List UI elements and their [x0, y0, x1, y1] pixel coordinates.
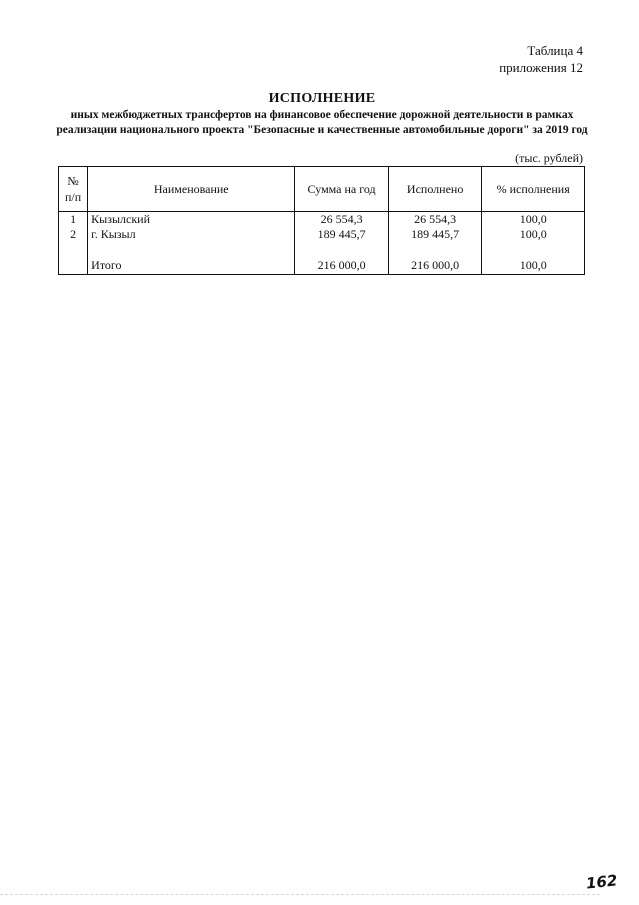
document-subtitle: иных межбюджетных трансфертов на финансовое обеспечение дорожной деятельности в рамках реализации национального проекта "Безопасные и качественные автомобильные дороги" за 2019 год	[56, 109, 588, 136]
table-spacer-row	[59, 242, 585, 256]
table-total-row	[59, 256, 585, 275]
total-done: 216 000,0	[388, 256, 482, 275]
row-number: 2	[59, 227, 88, 242]
table-header-row	[59, 167, 585, 212]
scan-artifact-line	[0, 892, 600, 895]
column-header-name: Наименование	[88, 167, 295, 212]
handwritten-page-number: 162	[584, 871, 618, 893]
row-plan: 189 445,7	[295, 227, 389, 242]
appendix-number: приложения 12	[499, 60, 583, 75]
row-name: г. Кызыл	[88, 227, 295, 242]
table-row	[59, 212, 585, 228]
table-number: Таблица 4	[527, 43, 583, 58]
document-title: ИСПОЛНЕНИЕ	[268, 91, 376, 106]
row-plan: 26 554,3	[295, 212, 389, 228]
row-done: 189 445,7	[388, 227, 482, 242]
row-name: Кызылский	[88, 212, 295, 228]
total-label: Итого	[88, 256, 295, 275]
table-reference	[499, 42, 583, 76]
column-header-percent: % исполнения	[482, 167, 585, 212]
row-number: 1	[59, 212, 88, 228]
execution-table	[58, 166, 585, 275]
row-percent: 100,0	[482, 212, 585, 228]
table-row	[59, 227, 585, 242]
column-header-plan: Сумма на год	[295, 167, 389, 212]
total-plan: 216 000,0	[295, 256, 389, 275]
row-percent: 100,0	[482, 227, 585, 242]
row-done: 26 554,3	[388, 212, 482, 228]
total-percent: 100,0	[482, 256, 585, 275]
column-header-done: Исполнено	[388, 167, 482, 212]
units-label: (тыс. рублей)	[515, 151, 583, 165]
column-header-number: № п/п	[59, 167, 88, 212]
